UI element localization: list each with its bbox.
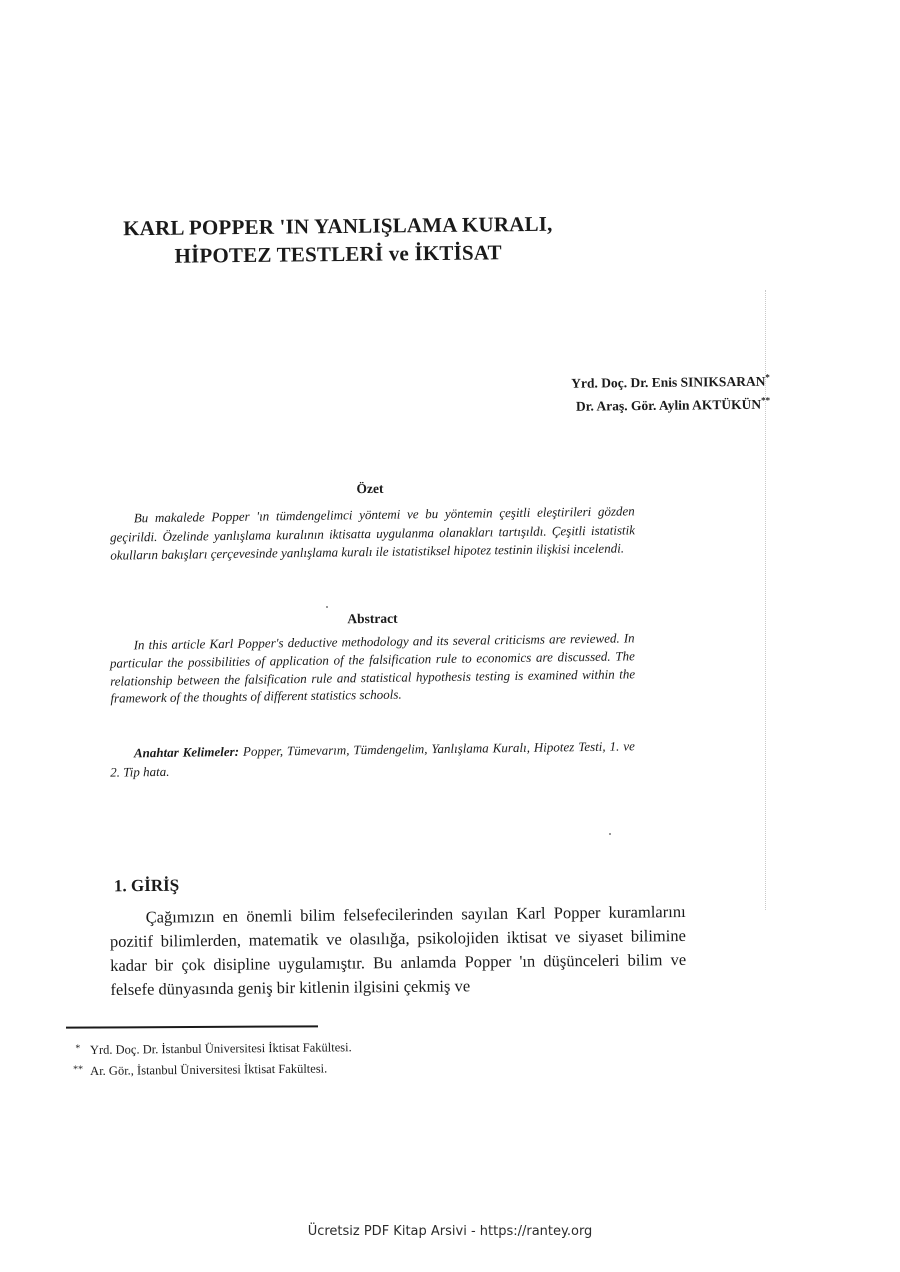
author-2-name: Dr. Araş. Gör. Aylin AKTÜKÜN bbox=[575, 396, 762, 414]
keywords-text: Popper, Tümevarım, Tümdengelim, Yanlışlama Kuralı, Hipotez Testi, 1. ve 2. Tip hata. bbox=[110, 738, 635, 780]
author-2-footnote-mark: ** bbox=[761, 394, 771, 405]
keywords-section bbox=[110, 736, 635, 781]
author-1-name: Yrd. Doç. Dr. Enis SINIKSARAN bbox=[571, 373, 766, 391]
author-block bbox=[420, 368, 770, 417]
footnote-2-text: Ar. Gör., İstanbul Üniversitesi İktisat Fakültesi. bbox=[90, 1061, 328, 1078]
scan-speck bbox=[609, 833, 611, 835]
title-line-1: KARL POPPER 'IN YANLIŞLAMA KURALI, bbox=[123, 211, 553, 241]
footnote-1-text: Yrd. Doç. Dr. İstanbul Üniversitesi İktisat Fakültesi. bbox=[89, 1040, 352, 1057]
page-footer: Ücretsiz PDF Kitap Arsivi - https://rantey.org bbox=[307, 1224, 593, 1239]
section-body bbox=[110, 900, 687, 1002]
keywords-paragraph bbox=[110, 736, 635, 781]
ozet-text: Bu makalede Popper 'ın tümdengelimci yöntemi ve bu yöntemin çeşitli eleştirileri gözden geçirildi. Özelinde yanlışlama kuralının iktisatta uygulanma olanakları tartışıldı. Çeşitli istatistik okulların bakışları çerçevesinde yanlışlama kuralı ile istatistiksel hipotez testinin ilişkisi incelendi. bbox=[109, 503, 636, 563]
abstract-section bbox=[110, 629, 636, 708]
author-1 bbox=[420, 368, 770, 394]
keywords-label: Anahtar Kelimeler: bbox=[133, 743, 240, 761]
footnote-divider bbox=[66, 1025, 318, 1028]
ozet-section bbox=[110, 502, 636, 565]
footnote-2-mark: ** bbox=[73, 1064, 84, 1076]
abstract-heading: Abstract bbox=[347, 610, 398, 627]
ozet-heading: Özet bbox=[356, 480, 384, 497]
footnote-2 bbox=[66, 1056, 486, 1081]
footnote-1-mark: * bbox=[75, 1043, 81, 1055]
paper-title bbox=[108, 210, 569, 271]
body-paragraph: Çağımızın en önemli bilim felsefecilerinden sayılan Karl Popper kuramlarını pozitif bilimlerden, matematik ve olasılığa, psikolojiden iktisat ve siyaset bilimine kadar bir çok disipline uygulamıştır. Bu anlamda Popper 'ın düşünceleri bilim ve felsefe dünyasında geniş bir kitlenin ilgisini çekmiş ve bbox=[109, 901, 687, 1000]
title-line-2: HİPOTEZ TESTLERİ ve İKTİSAT bbox=[174, 240, 502, 268]
author-1-footnote-mark: * bbox=[765, 372, 770, 383]
scan-speck bbox=[326, 606, 328, 608]
abstract-text: In this article Karl Popper's deductive methodology and its several criticisms are reviewed. In particular the possibilities of application of the falsification rule to economics are discussed. The relationship between the falsification rule and statistical hypothesis testing is examined within the framework of the thoughts of different statistics schools. bbox=[109, 630, 636, 707]
footnotes bbox=[66, 1035, 486, 1081]
author-2 bbox=[420, 391, 770, 417]
section-heading: 1. GİRİŞ bbox=[113, 875, 180, 896]
